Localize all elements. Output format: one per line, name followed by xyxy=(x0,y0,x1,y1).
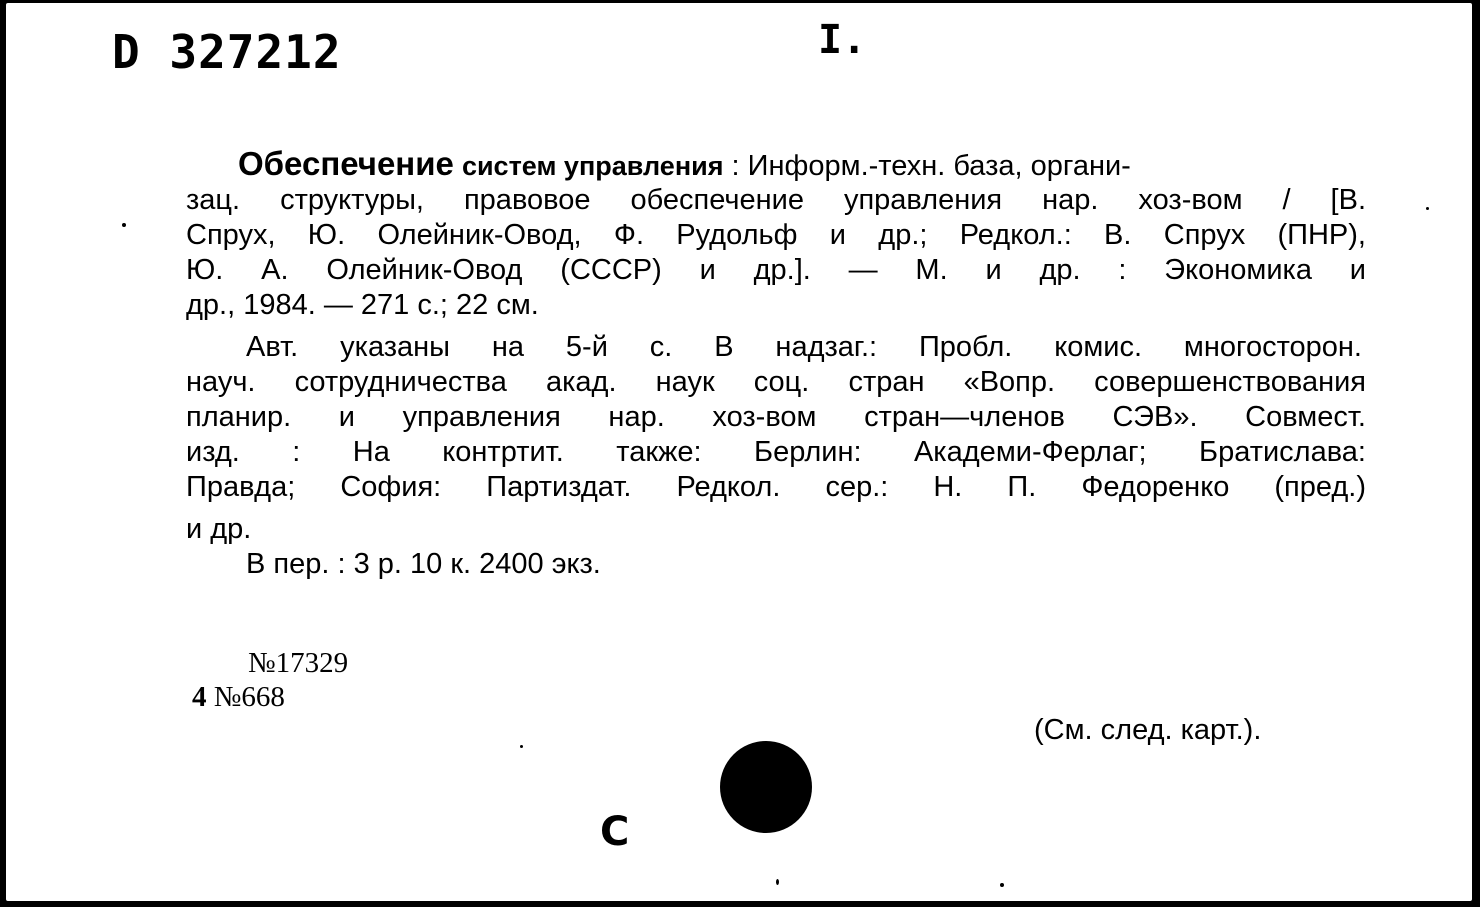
price-line: В пер. : 3 р. 10 к. 2400 экз. xyxy=(246,548,601,580)
description-line: зац. структуры, правовое обеспечение управления нар. хоз-вом / [В. xyxy=(186,184,1366,216)
title-line xyxy=(238,146,1131,184)
description-line: Спрух, Ю. Олейник-Овод, Ф. Рудольф и др.; Редкол.: В. Спрух (ПНР), xyxy=(186,219,1366,251)
inventory-number: №17329 xyxy=(248,647,349,679)
part-marker: I. xyxy=(818,17,867,63)
notes-line: планир. и управления нар. хоз-вом стран—членов СЭВ». Совмест. xyxy=(186,401,1366,433)
description-line: : Информ.-техн. база, органи- xyxy=(723,150,1131,182)
call-number: D 327212 xyxy=(112,25,342,79)
notes-line: и др. xyxy=(186,513,252,545)
notes-line: изд. : На контртит. также: Берлин: Академи-Ферлаг; Братислава: xyxy=(186,436,1366,468)
description-line: др., 1984. — 271 с.; 22 см. xyxy=(186,289,539,321)
inventory-prefix: 4 xyxy=(192,681,207,713)
notes-line: Авт. указаны на 5-й с. В надзаг.: Пробл. комис. многосторон. xyxy=(246,331,1362,363)
speck-icon xyxy=(776,879,779,885)
description-line: Ю. А. Олейник-Овод (СССР) и др.]. — М. и др. : Экономика и xyxy=(186,254,1366,286)
bottom-letter: С xyxy=(600,809,630,855)
speck-icon xyxy=(1000,883,1004,887)
notes-line: науч. сотрудничества акад. наук соц. стран «Вопр. совершенствования xyxy=(186,366,1366,398)
speck-icon xyxy=(122,223,126,227)
inventory-value: №668 xyxy=(213,681,285,713)
notes-line: Правда; София: Партиздат. Редкол. сер.: Н. П. Федоренко (пред.) xyxy=(186,471,1366,503)
title-bold-rest: систем управления xyxy=(461,151,724,181)
inventory-number-2 xyxy=(192,681,285,714)
speck-icon xyxy=(520,745,523,748)
catalog-card xyxy=(6,3,1472,901)
speck-icon xyxy=(1426,207,1429,210)
punch-hole-icon xyxy=(720,741,812,833)
see-next-card: (См. след. карт.). xyxy=(1034,714,1262,746)
title-bold-main: Обеспечение xyxy=(238,145,454,182)
